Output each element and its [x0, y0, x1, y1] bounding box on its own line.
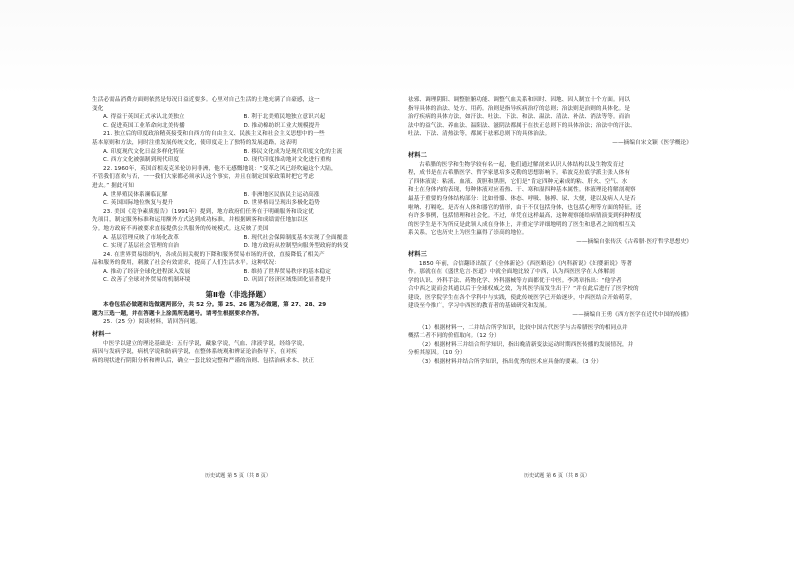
option-b: B. 移民文化成为是现代印度文化的主流: [243, 148, 343, 155]
option-c: C. 实现了基层社会管理的自治: [103, 243, 180, 250]
option-b: B. 维持了世界贸易秩序的基本稳定: [243, 268, 331, 275]
q20-options-row: [92, 122, 384, 131]
material-text: 祛邪、调理阴阳、调整脏腑功能、调整气血关系和因时、因地、因人制宜十个方面。同以: [408, 97, 631, 103]
material-text: 病因与发病学说，病机学说和防病学说，在整体系统观和辨证论治指导下，在对疾: [92, 349, 297, 356]
option-a: A. 世界殖民体系濒临瓦解: [103, 191, 168, 198]
material-text: 治疗疾病的具体方法，如汗法、吐法、下法、和法、温法、清法、补法、消法等等。而治: [408, 114, 631, 121]
sub-question: 概括二者不同的价值取向。（12 分）: [408, 333, 500, 340]
option-a: A. 得益于英国正式承认北美独立: [103, 114, 185, 121]
q21-options-row: [92, 148, 384, 157]
exam-page-5: [92, 96, 384, 480]
material-text: 系关系，它也历史上为医生赢得了崇高的地位。: [408, 230, 528, 237]
material-label: 材料一: [92, 330, 111, 338]
material-text: 建设至今推广，学习中西医的教育者的基础研究和发展。: [408, 303, 551, 310]
material-text: 有许多事例，包括情理和社会化。不过，单凭在这样最高，这种观察能给病情演变到何种程度: [408, 213, 642, 220]
option-d: D. 世界格局呈现出多极化趋势: [243, 200, 320, 207]
option-d: D. 地方政府从控制型向服务型政府的转变: [243, 243, 349, 250]
text-line: 品和服务的费用，刺激了社会有效需求，提高了人们生活水平。这种状况：: [92, 260, 280, 267]
material-text: 了四体液说：粘液、血液、黄胆和黑胆，它们是“肯定四种元素成的粘、肝火、空气、水: [408, 178, 628, 185]
question-23: 23. 美国《竞争素质报告》（1991年）提到，地方政府们任务在于明确服务和设定优: [103, 208, 314, 215]
material-label: 材料二: [408, 151, 427, 159]
material-text: 1850 年前，合信翻译出版了《全体新论》《西医略论》《内科新说》《妇婴新说》等著: [419, 260, 633, 267]
q22-options-row: [92, 191, 384, 200]
material-source: ——摘编自宋文颖《医学概论》: [612, 139, 692, 146]
q21-options-row: [92, 156, 384, 165]
material-text: 古希腊的医学和生物学较有名一起，他们通过解剖来认识人体结构以及生物发育过: [419, 161, 624, 168]
instructions: 本卷包括必做题和选做题两部分，共 52 分。第 25、26 题为必做题，第 27、28、29: [103, 302, 327, 309]
question-25-heading: 25.（25 分）阅读材料，请回答问题。: [103, 319, 202, 326]
q23-options-row: [92, 242, 384, 251]
option-c: C. 改善了全球对外贸易的机制环境: [103, 277, 191, 284]
option-b: B. 非洲地区民族民主运动高涨: [243, 191, 320, 198]
text-line: 分。地方政府不再被要求直接提供公共服务的传统模式。这反映了美国: [92, 225, 269, 232]
q24-options-row: [92, 276, 384, 285]
scan-background: [0, 0, 794, 96]
option-b: B. 现代社会保障制度基本实现了全面覆盖: [243, 234, 348, 241]
sub-question: （1）根据材料一，二并结合所学知识，比较中国古代医学与古希腊医学的相同点并: [419, 324, 628, 331]
material-text: 法中的益气法、养血法、温阳法、滋阴法都属于在扶正总则下的具体治法；治法中的汗法、: [408, 122, 636, 129]
text-line: 先项目，制定服务标准和运用额外方式达到成功标准，并根据顾客和成绩需任地加以区: [92, 217, 309, 224]
text-line: 进去。” 据此可知: [92, 182, 134, 189]
q23-options-row: [92, 234, 384, 243]
option-b: B. 利于北美殖民地独立意识兴起: [243, 114, 326, 121]
material-text: 吐法、下法、清热法等，都属于祛邪总则下的具体治法。: [408, 131, 551, 138]
question-22: 22. 1960年，英国首相麦克米伦访问非洲，他不无感慨地说：“变革之风已经吹遍这个大陆，: [103, 165, 337, 172]
material-source: ——摘编自王勇《西方医学在近代中国的传播》: [572, 312, 692, 319]
option-a: A. 印度现代文化日益多样化特征: [103, 148, 185, 155]
option-c: C. 西方文化被强制到现代印度: [103, 157, 180, 164]
option-d: D. 巩固了经济区域集团化显著提升: [243, 277, 332, 284]
q24-options-row: [92, 268, 384, 277]
material-text: 指导具体的治法、处方、用药。治则是指导疾病治疗的总则；治法则是治则的具体化。是: [408, 105, 631, 112]
sub-question: 分析其原因。（10 分）: [408, 350, 466, 357]
sub-question: （2）根据材料三并结合所学知识，指出晚清新变法运动时期西医传播的发展情况，并: [419, 341, 634, 348]
text-line: 生活必需品消费方面则依然是每况日益近要多。心里对自己生活的土地充满了自豪感，这一: [92, 97, 320, 103]
question-21: 21. 独立后的印度政治精英接受和自西方的自由主义、民族主义和社会主义思想中的一些: [103, 131, 325, 138]
option-d: D. 现代印度推动地对文化进行重构: [243, 157, 332, 164]
material-text: 合中西之说而会其通以后于全球权威之效，为其医学而发生出于？”并在此后进行了医学校的: [408, 286, 639, 293]
q22-options-row: [92, 199, 384, 208]
material-text: 作。那就在在《盛世危言·医道》中就全面地比较了中西，认为西医医学在人体解剖: [408, 269, 615, 276]
page-footer: 历史试题 第 6 页（共 8 页）: [523, 473, 590, 479]
exam-page-6: [408, 96, 706, 480]
section-title: 第Ⅱ卷（非选择题）: [205, 290, 271, 300]
text-line: 基本原则和方法，同时注重发展传统文化，使印度走上了独特的发展道路，这表明: [92, 139, 297, 146]
material-text: 病的现状进行阴阳分析和辨认后，确立一套比较完整和严谨的治则、包括治病求本、扶正: [92, 358, 315, 365]
material-label: 材料三: [408, 250, 427, 258]
material-text: 学的认识、外科手法、药物化学、外科器械等方面都优于中医。李鸿章指出：“他学者: [408, 277, 622, 284]
material-source: ——摘编自张传沃《古希腊·医疗哲学思想史》: [576, 238, 692, 245]
option-c: C. 促进英国工业革命向北美传播: [103, 122, 185, 129]
option-a: A. 基层管理反映了市场化改革: [103, 234, 179, 241]
option-a: A. 推动了经济全球化进程深入发展: [103, 268, 191, 275]
material-text: 中医学以建立的理论基础是：五行学说，藏象学说，气血、津液学说，经络学说，: [103, 340, 308, 347]
sub-question: （3）根据材料并结合所学知识，指出优秀的医术应具备的要素。（3 分）: [419, 359, 602, 366]
material-text: 和土在身体内的表现，每种体液对应着热、干、寒和湿四种基本属性。体液理论将解剖观察: [408, 187, 636, 194]
material-text: 啦呐、打嗝吃，是否有人体和器官的情形，由于不仅包括身体，也包括心理等方面的特征，还: [408, 204, 642, 211]
q20-options-row: [92, 113, 384, 122]
option-c: C. 英国国际地位恢复与提升: [103, 200, 174, 207]
text-line: 不管我们喜欢与否，一一我们大家都必须承认这个事实，并且在制定国家政策时把它考虑: [92, 174, 315, 181]
material-text: 的医学生是不为所反是此领人成在身体上，并重定学评细地明的了医生和患者之间的相互关: [408, 221, 636, 228]
material-text: 程，成书是在古希腊医学、哲学家恩培多克勒的思想影响下。希波克拉底学派主张人体有: [408, 170, 631, 177]
question-24: 24. 在世界贸易组织内，各成员间关税的下降和服务贸易市场的开放，直接降低了相关产: [103, 251, 325, 258]
material-text: 建设，医学院学生在各个学科中与实践，使此传统医学已开始逐步，中西医结合开始萌芽，: [408, 294, 636, 301]
material-text: 最基于重要的身体结构部分：比如骨骼、体态、呼吸、脉搏、尿、大便，建以及病人人是否: [408, 195, 636, 202]
text-line: 变化: [92, 105, 104, 112]
page-footer: 历史试题 第 5 页（共 8 页）: [204, 473, 271, 479]
instructions: 题为三选一题，并在答题卡上涂黑所选题号。请考生根据要求作答。: [92, 310, 263, 317]
option-d: D. 推动棉纺织工业大规模提升: [243, 122, 320, 129]
